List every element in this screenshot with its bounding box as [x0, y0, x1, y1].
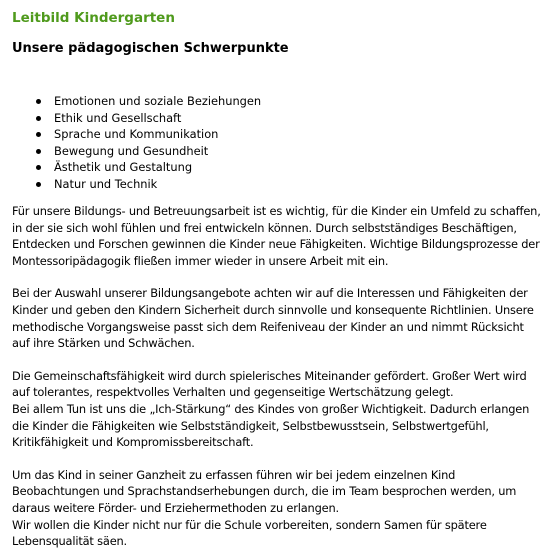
bullet-icon — [36, 99, 41, 104]
bullet-icon — [36, 132, 41, 137]
focus-area-list — [12, 93, 544, 192]
focus-area-label: Ästhetik und Gestaltung — [54, 160, 193, 174]
bullet-icon — [36, 149, 41, 154]
paragraph-observation: Um das Kind in seiner Ganzheit zu erfassen führen wir bei jedem einzelnen Kind Beobachtungen und Sprachstandserhebungen durch, die im Team besprochen werden, um daraus weitere Förder- und Erziehermethoden zu erlangen. — [12, 467, 517, 515]
focus-area-item — [12, 93, 544, 110]
focus-area-item — [12, 159, 544, 176]
focus-area-item — [12, 143, 544, 160]
paragraph-community: Die Gemeinschaftsfähigkeit wird durch spielerisches Miteinander gefördert. Großer Wert wird auf tolerantes, respektvolles Verhalten und gegenseitige Wertschätzung gelegt. — [12, 368, 527, 400]
focus-area-label: Emotionen und soziale Beziehungen — [54, 94, 262, 108]
focus-area-label: Sprache und Kommunikation — [54, 127, 219, 141]
focus-area-label: Bewegung und Gesundheit — [54, 143, 209, 158]
document-page — [12, 0, 544, 550]
bullet-icon — [36, 165, 41, 170]
section-heading: Unsere pädagogischen Schwerpunkte — [12, 41, 289, 56]
focus-area-item — [12, 176, 544, 193]
page-title: Leitbild Kindergarten — [12, 10, 175, 26]
paragraph-life-quality: Wir wollen die Kinder nicht nur für die Schule vorbereiten, sondern Samen für spätere Lebensqualität säen. — [12, 517, 487, 549]
bullet-icon — [36, 116, 41, 121]
bullet-icon — [36, 182, 41, 187]
paragraph-learning-environment: Für unsere Bildungs- und Betreuungsarbeit ist es wichtig, für die Kinder ein Umfeld zu schaffen, in der sie sich wohl fühlen und frei entwickeln können. Durch selbstständiges Beschäftigen, Entdecken und Forschen gewinnen die Kinder neue Fähigkeiten. Wichtige Bildungsprozesse der Montessoripädagogik fließen immer wieder in unsere Arbeit mit ein. — [12, 204, 541, 268]
focus-area-item — [12, 126, 544, 143]
paragraph-self-strengthening: Bei allem Tun ist uns die „Ich-Stärkung“ des Kindes von großer Wichtigkeit. Dadurch erlangen die Kinder die Fähigkeiten wie Selbstständigkeit, Selbstbewusstsein, Selbstwertgefühl, Kritikfähigkeit und Kompromissbereitschaft. — [12, 401, 530, 450]
focus-area-label: Natur und Technik — [54, 176, 158, 191]
paragraph-educational-offers: Bei der Auswahl unserer Bildungsangebote achten wir auf die Interessen und Fähigkeiten der Kinder und geben den Kindern Sicherheit durch sinnvolle und konsequente Richtlinien. Unsere methodische Vorgangsweise passt sich dem Reifeniveau der Kinder an und nimmt Rücksicht auf ihre Stärken und Schwächen. — [12, 286, 534, 351]
focus-area-label: Ethik und Gesellschaft — [54, 110, 182, 125]
focus-area-item — [12, 110, 544, 127]
